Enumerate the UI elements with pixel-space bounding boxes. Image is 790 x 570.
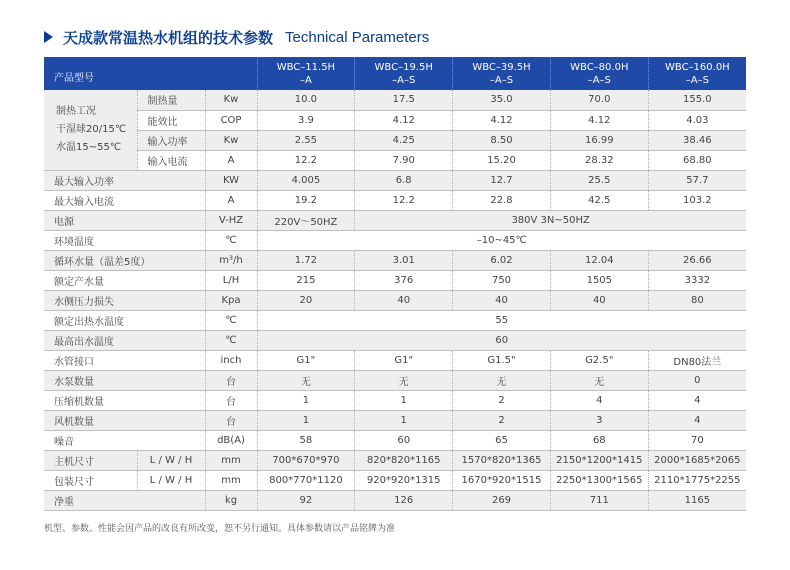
- model-header: [648, 57, 746, 90]
- model-line1: WBC–19.5H: [374, 61, 433, 73]
- cell-value: 12.7: [453, 170, 551, 190]
- table-row: [44, 370, 746, 390]
- row-unit: mm: [205, 450, 257, 470]
- model-line1: WBC–39.5H: [472, 61, 531, 73]
- cell-value: 12.2: [257, 150, 355, 170]
- title-chinese: 天成款常温热水机组的技术参数: [63, 28, 274, 47]
- cell-value: 4: [648, 390, 746, 410]
- condition-line: 制热工况: [56, 105, 96, 117]
- header-label: 产品型号: [44, 57, 257, 90]
- cell-value: 10.0: [257, 90, 355, 110]
- cell-value: 220V～50HZ: [257, 210, 355, 230]
- table-row: [44, 270, 746, 290]
- model-line1: WBC–80.0H: [570, 61, 629, 73]
- cell-value: 215: [257, 270, 355, 290]
- model-header: [453, 57, 551, 90]
- cell-value: 2150*1200*1415: [550, 450, 648, 470]
- row-label: 电源: [44, 210, 205, 230]
- table-row: [44, 310, 746, 330]
- cell-value: 2: [453, 390, 551, 410]
- cell-value: 1: [257, 410, 355, 430]
- condition-line: 水温15~55℃: [56, 141, 122, 153]
- row-unit: ℃: [205, 330, 257, 350]
- cell-value-merged: 380V 3N~50HZ: [355, 210, 746, 230]
- table-row: [44, 450, 746, 470]
- row-label: 最高出水温度: [44, 330, 205, 350]
- cell-value: G1": [355, 350, 453, 370]
- row-unit: m³/h: [205, 250, 257, 270]
- cell-value: 70: [648, 430, 746, 450]
- model-line2: –A: [299, 74, 312, 86]
- cell-value-merged: 60: [257, 330, 746, 350]
- cell-value: 126: [355, 490, 453, 510]
- cell-value: 1.72: [257, 250, 355, 270]
- table-row: [44, 330, 746, 350]
- cell-value: 4.03: [648, 110, 746, 130]
- model-line2: –A–S: [392, 74, 416, 86]
- cell-value: 711: [550, 490, 648, 510]
- row-label: 净重: [44, 490, 205, 510]
- model-header: [257, 57, 355, 90]
- cell-value: 3.9: [257, 110, 355, 130]
- cell-value: 68: [550, 430, 648, 450]
- row-unit: Kw: [205, 130, 257, 150]
- row-unit: mm: [205, 470, 257, 490]
- cell-value: 2000*1685*2065: [648, 450, 746, 470]
- cell-value: 1670*920*1515: [453, 470, 551, 490]
- page-title-bar: [44, 25, 429, 49]
- cell-value: 无: [453, 370, 551, 390]
- cell-value: 750: [453, 270, 551, 290]
- cell-value: 12.2: [355, 190, 453, 210]
- cell-value: 4.25: [355, 130, 453, 150]
- cell-value: 269: [453, 490, 551, 510]
- row-dims: L / W / H: [137, 470, 205, 490]
- row-unit: Kpa: [205, 290, 257, 310]
- row-label: 风机数量: [44, 410, 205, 430]
- cell-value: 6.8: [355, 170, 453, 190]
- cell-value: 22.8: [453, 190, 551, 210]
- footnote: 机型、参数、性能会因产品的改良有所改变，恕不另行通知。具体参数请以产品铭牌为准: [44, 524, 396, 534]
- row-label: 最大输入电流: [44, 190, 205, 210]
- cell-value: 19.2: [257, 190, 355, 210]
- spec-table: [44, 57, 746, 511]
- row-unit: kg: [205, 490, 257, 510]
- table-row: [44, 230, 746, 250]
- cell-value: 2: [453, 410, 551, 430]
- cell-value-merged: –10~45℃: [257, 230, 746, 250]
- table-header-row: [44, 57, 746, 90]
- cell-value: 40: [453, 290, 551, 310]
- cell-value: 3: [550, 410, 648, 430]
- cell-value: 1570*820*1365: [453, 450, 551, 470]
- row-label: 额定产水量: [44, 270, 205, 290]
- cell-value: 无: [257, 370, 355, 390]
- table-row: [44, 350, 746, 370]
- cell-value: 4: [550, 390, 648, 410]
- model-header: [355, 57, 453, 90]
- cell-value: G1": [257, 350, 355, 370]
- table-row: [44, 110, 746, 130]
- table-row: [44, 430, 746, 450]
- cell-value: 2110*1775*2255: [648, 470, 746, 490]
- row-label: 包装尺寸: [44, 470, 137, 490]
- cell-value: 800*770*1120: [257, 470, 355, 490]
- row-unit: A: [205, 190, 257, 210]
- row-unit: ℃: [205, 310, 257, 330]
- row-label: 能效比: [137, 110, 205, 130]
- cell-value: 68.80: [648, 150, 746, 170]
- row-label: 噪音: [44, 430, 205, 450]
- row-label: 压缩机数量: [44, 390, 205, 410]
- model-header: [550, 57, 648, 90]
- table-row: [44, 90, 746, 110]
- cell-value: 92: [257, 490, 355, 510]
- cell-value: 2.55: [257, 130, 355, 150]
- row-dims: L / W / H: [137, 450, 205, 470]
- cell-value: 1: [257, 390, 355, 410]
- row-unit: inch: [205, 350, 257, 370]
- cell-value: 920*920*1315: [355, 470, 453, 490]
- cell-value: 80: [648, 290, 746, 310]
- table-row: [44, 210, 746, 230]
- row-label: 循环水量（温差5度）: [44, 250, 205, 270]
- row-label: 输入功率: [137, 130, 205, 150]
- table-row: [44, 470, 746, 490]
- model-line2: –A–S: [685, 74, 709, 86]
- cell-value: 16.99: [550, 130, 648, 150]
- cell-value: 15.20: [453, 150, 551, 170]
- cell-value: 4.005: [257, 170, 355, 190]
- row-unit: ℃: [205, 230, 257, 250]
- cell-value: 1165: [648, 490, 746, 510]
- cell-value: 38.46: [648, 130, 746, 150]
- cell-value: 0: [648, 370, 746, 390]
- cell-value: 57.7: [648, 170, 746, 190]
- table-row: [44, 410, 746, 430]
- cell-value: 4.12: [550, 110, 648, 130]
- cell-value: 3332: [648, 270, 746, 290]
- cell-value: G2.5": [550, 350, 648, 370]
- cell-value: DN80法兰: [648, 350, 746, 370]
- cell-value: 7.90: [355, 150, 453, 170]
- cell-value: 20: [257, 290, 355, 310]
- cell-value: 8.50: [453, 130, 551, 150]
- row-unit: 台: [205, 390, 257, 410]
- triangle-marker-icon: [44, 31, 53, 43]
- cell-value: 1: [355, 390, 453, 410]
- row-unit: 台: [205, 410, 257, 430]
- row-unit: A: [205, 150, 257, 170]
- model-line1: WBC–160.0H: [665, 61, 730, 73]
- cell-value: 2250*1300*1565: [550, 470, 648, 490]
- cell-value: 4.12: [453, 110, 551, 130]
- cell-value: 376: [355, 270, 453, 290]
- cell-value: 58: [257, 430, 355, 450]
- cell-value: 4.12: [355, 110, 453, 130]
- row-label: 环境温度: [44, 230, 205, 250]
- cell-value: 35.0: [453, 90, 551, 110]
- cell-value: 4: [648, 410, 746, 430]
- cell-value-merged: 55: [257, 310, 746, 330]
- table-row: [44, 170, 746, 190]
- row-label: 水管接口: [44, 350, 205, 370]
- row-unit: COP: [205, 110, 257, 130]
- cell-value: G1.5": [453, 350, 551, 370]
- cell-value: 6.02: [453, 250, 551, 270]
- row-label: 水侧压力损失: [44, 290, 205, 310]
- row-unit: Kw: [205, 90, 257, 110]
- row-label: 主机尺寸: [44, 450, 137, 470]
- cell-value: 28.32: [550, 150, 648, 170]
- table-row: [44, 290, 746, 310]
- row-label: 额定出热水温度: [44, 310, 205, 330]
- model-line1: WBC–11.5H: [276, 61, 336, 73]
- table-row: [44, 490, 746, 510]
- cell-value: 40: [355, 290, 453, 310]
- title-english: Technical Parameters: [285, 28, 430, 46]
- model-line2: –A–S: [587, 74, 611, 86]
- cell-value: 无: [550, 370, 648, 390]
- table-row: [44, 150, 746, 170]
- row-unit: KW: [205, 170, 257, 190]
- row-unit: V-HZ: [205, 210, 257, 230]
- table-row: [44, 390, 746, 410]
- cell-value: 820*820*1165: [355, 450, 453, 470]
- cell-value: 25.5: [550, 170, 648, 190]
- cell-value: 103.2: [648, 190, 746, 210]
- table-row: [44, 190, 746, 210]
- row-label: 输入电流: [137, 150, 205, 170]
- cell-value: 65: [453, 430, 551, 450]
- cell-value: 1505: [550, 270, 648, 290]
- condition-cell: [44, 90, 137, 170]
- row-label: 水泵数量: [44, 370, 205, 390]
- cell-value: 70.0: [550, 90, 648, 110]
- cell-value: 1: [355, 410, 453, 430]
- model-line2: –A–S: [489, 74, 514, 86]
- cell-value: 42.5: [550, 190, 648, 210]
- condition-line: 干湿球20/15℃: [56, 123, 127, 135]
- row-unit: 台: [205, 370, 257, 390]
- row-unit: L/H: [205, 270, 257, 290]
- cell-value: 3.01: [355, 250, 453, 270]
- table-row: [44, 250, 746, 270]
- row-unit: dB(A): [205, 430, 257, 450]
- cell-value: 700*670*970: [257, 450, 355, 470]
- row-label: 制热量: [137, 90, 205, 110]
- cell-value: 155.0: [648, 90, 746, 110]
- cell-value: 40: [550, 290, 648, 310]
- cell-value: 26.66: [648, 250, 746, 270]
- cell-value: 60: [355, 430, 453, 450]
- cell-value: 17.5: [355, 90, 453, 110]
- cell-value: 12.04: [550, 250, 648, 270]
- cell-value: 无: [355, 370, 453, 390]
- row-label: 最大输入功率: [44, 170, 205, 190]
- table-row: [44, 130, 746, 150]
